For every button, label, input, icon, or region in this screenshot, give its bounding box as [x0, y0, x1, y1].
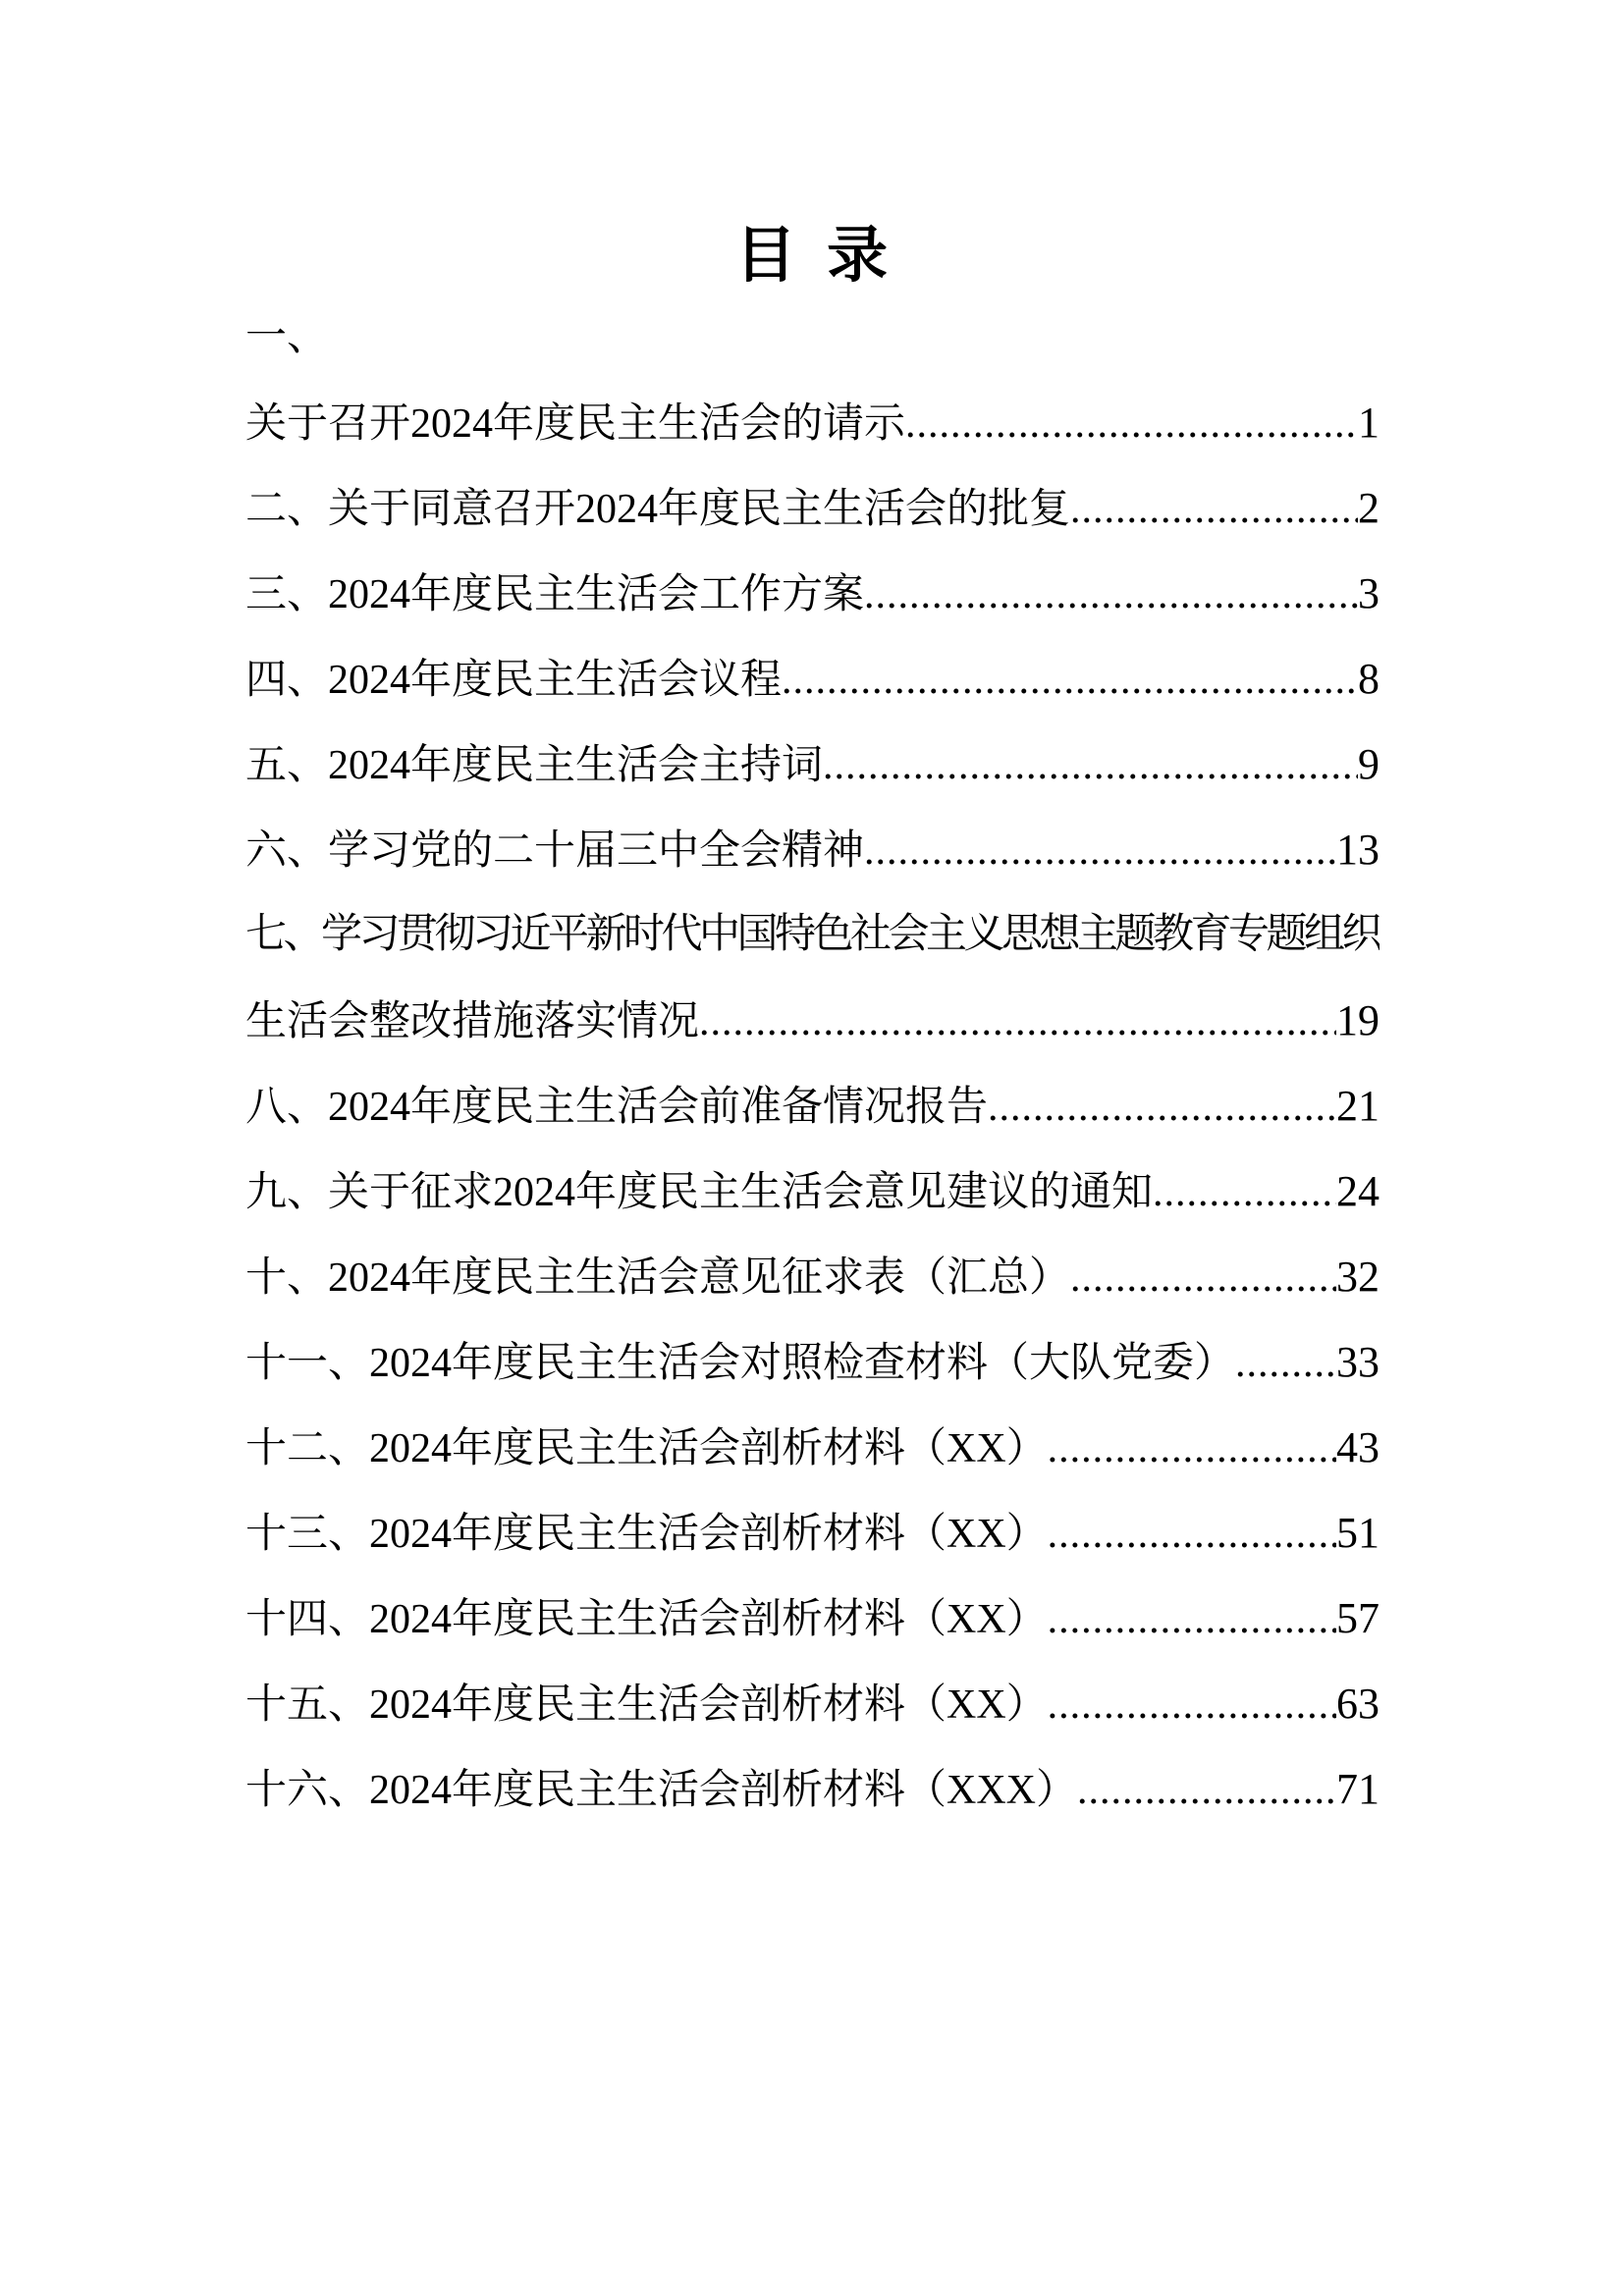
toc-entry[interactable]: [245, 1661, 1380, 1746]
toc-page-number: 8: [1358, 655, 1380, 703]
toc-dot-leader: [1048, 1663, 1336, 1746]
toc-dot-leader: [1070, 1236, 1336, 1319]
toc-dot-leader: [1048, 1577, 1336, 1661]
toc-entry-text: 十六、2024年度民主生活会剖析材料（XXX）: [245, 1768, 1077, 1813]
toc-entry-text: 十二、2024年度民主生活会剖析材料（XX）: [245, 1426, 1048, 1471]
toc-entry[interactable]: [245, 551, 1380, 636]
toc-page-number: 33: [1336, 1338, 1380, 1386]
toc-entry[interactable]: [245, 1490, 1380, 1575]
toc-page-number: 32: [1336, 1253, 1380, 1301]
toc-entry[interactable]: [245, 380, 1380, 465]
toc-page-number: 51: [1336, 1509, 1380, 1557]
toc-page-number: 2: [1358, 484, 1380, 532]
toc-dot-leader: [988, 1065, 1336, 1148]
toc-entry-text: 六、学习党的二十届三中全会精神: [245, 828, 865, 874]
toc-dot-leader: [699, 980, 1336, 1063]
toc-page-number: 9: [1358, 740, 1380, 788]
toc-entry-text: 十一、2024年度民主生活会对照检查材料（大队党委）: [245, 1341, 1236, 1386]
toc-entry-text: 四、2024年度民主生活会议程: [245, 658, 783, 703]
toc-dot-leader: [864, 553, 1358, 636]
page-title: 目 录: [734, 222, 891, 290]
toc-dot-leader: [823, 723, 1358, 807]
toc-entry-text: 生活会整改措施落实情况: [245, 999, 700, 1044]
toc-entry-text: 一、: [245, 314, 329, 359]
toc-entry-text: 十四、2024年度民主生活会剖析材料（XX）: [245, 1597, 1048, 1642]
toc-entry-text: 十三、2024年度民主生活会剖析材料（XX）: [245, 1512, 1048, 1557]
toc-entry-text: 二、关于同意召开2024年度民主生活会的批复: [245, 487, 1071, 532]
toc-dot-leader: [905, 382, 1358, 465]
toc-page-number: 13: [1336, 826, 1380, 874]
toc-entry-text: 九、关于征求2024年度民主生活会意见建议的通知: [245, 1170, 1154, 1215]
toc-dot-leader: [864, 809, 1336, 892]
toc-page-number: 63: [1336, 1680, 1380, 1728]
toc-entry[interactable]: [245, 1746, 1380, 1832]
toc-entry[interactable]: [245, 807, 1380, 892]
toc-page-number: 43: [1336, 1423, 1380, 1471]
toc-page-number: 19: [1336, 996, 1380, 1044]
toc-entry[interactable]: [245, 1063, 1380, 1148]
toc-dot-leader: [1153, 1150, 1336, 1234]
toc-page-number: 1: [1358, 399, 1380, 447]
toc-entry-text: 五、2024年度民主生活会主持词: [245, 743, 824, 788]
toc-entry-text: 十、2024年度民主生活会意见征求表（汇总）: [245, 1255, 1071, 1301]
toc-page-number: 57: [1336, 1594, 1380, 1642]
toc-page-number: 24: [1336, 1167, 1380, 1215]
toc-page-number: 21: [1336, 1082, 1380, 1130]
toc-entry[interactable]: [245, 721, 1380, 807]
toc-entry[interactable]: [245, 465, 1380, 551]
toc-entry[interactable]: [245, 1405, 1380, 1490]
toc-entry-text: 关于召开2024年度民主生活会的请示: [245, 401, 906, 447]
toc-dot-leader: [1048, 1492, 1336, 1575]
toc-entry[interactable]: [245, 636, 1380, 721]
toc-dot-leader: [782, 638, 1358, 721]
toc-entry-text: 八、2024年度民主生活会前准备情况报告: [245, 1085, 989, 1130]
toc-entry-text: 三、2024年度民主生活会工作方案: [245, 572, 865, 617]
toc-dot-leader: [1077, 1748, 1336, 1832]
toc-entry-text: 十五、2024年度民主生活会剖析材料（XX）: [245, 1682, 1048, 1728]
toc-page-number: 71: [1336, 1765, 1380, 1813]
toc-dot-leader: [1235, 1321, 1336, 1405]
toc-entry[interactable]: [245, 1575, 1380, 1661]
toc-dot-leader: [1070, 467, 1358, 551]
toc-entry[interactable]: [245, 978, 1380, 1063]
toc-entry[interactable]: [245, 1234, 1380, 1319]
toc-entry[interactable]: [245, 1148, 1380, 1234]
toc-page-number: 3: [1358, 569, 1380, 617]
toc-entry[interactable]: [245, 892, 1380, 978]
toc-entry-text: 七、学习贯彻习近平新时代中国特色社会主义思想主题教育专题组织: [245, 912, 1380, 957]
table-of-contents: [245, 294, 1380, 1832]
toc-entry[interactable]: [245, 1319, 1380, 1405]
toc-entry[interactable]: [245, 294, 1380, 380]
toc-dot-leader: [1048, 1407, 1336, 1490]
